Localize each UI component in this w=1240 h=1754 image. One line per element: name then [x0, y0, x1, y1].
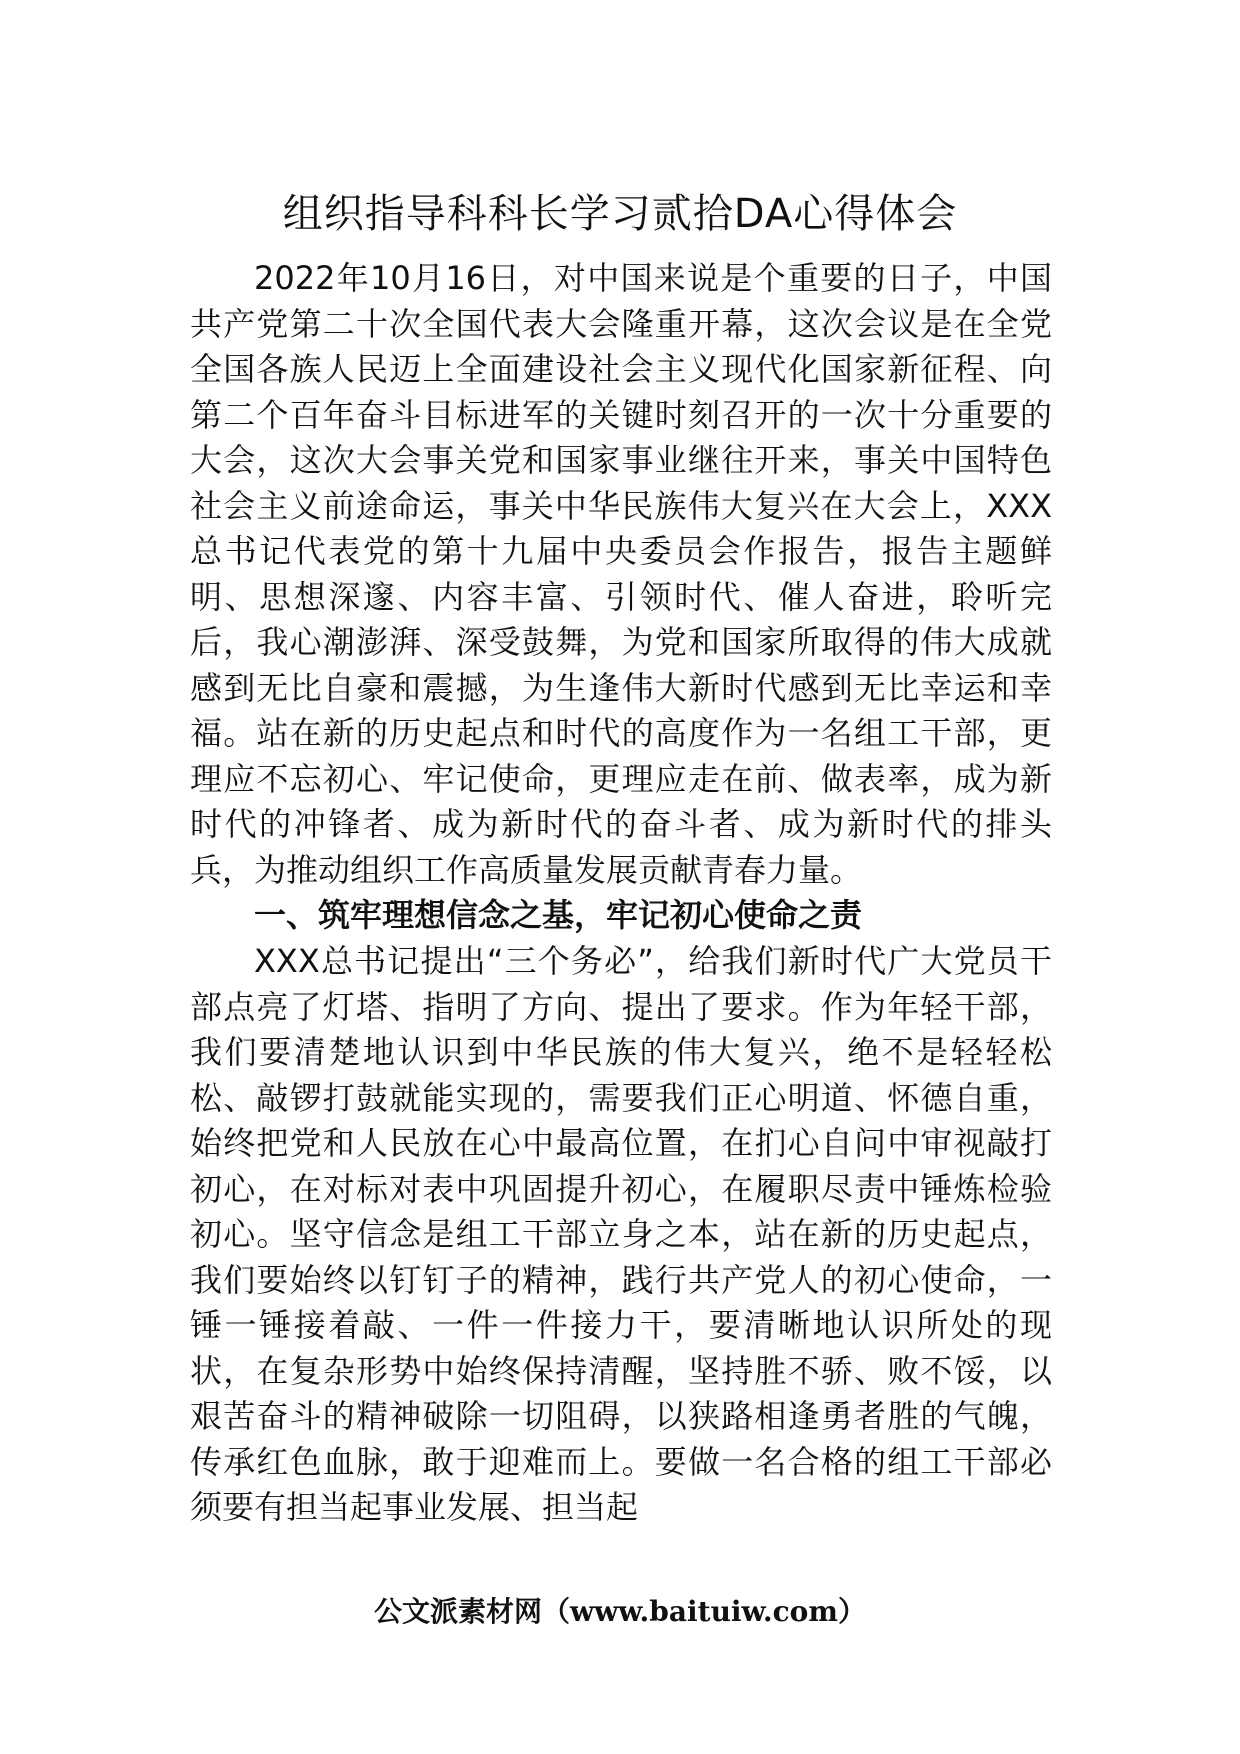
section-heading-1: 一、筑牢理想信念之基，牢记初心使命之责 — [254, 896, 863, 934]
document-title: 组织指导科科长学习贰拾DA心得体会 — [282, 191, 958, 237]
footer-watermark: 公文派素材网（www.baituiw.com） — [374, 1595, 866, 1628]
paragraph-block-1 — [190, 256, 1052, 893]
paragraph-1: 2022年10月16日，对中国来说是个重要的日子，中国共产党第二十次全国代表大会隆重开幕，这次会议是在全党全国各族人民迈上全面建设社会主义现代化国家新征程、向第二个百年奋斗目标进军的关键时刻召开的一次十分重要的大会，这次大会事关党和国家事业继往开来，事关中国特色社会主义前途命运，事关中华民族伟大复兴在大会上，XXX总书记代表党的第十九届中央委员会作报告，报告主题鲜明、思想深邃、内容丰富、引领时代、催人奋进，聆听完后，我心潮澎湃、深受鼓舞，为党和国家所取得的伟大成就感到无比自豪和震撼，为生逢伟大新时代感到无比幸运和幸福。站在新的历史起点和时代的高度作为一名组工干部，更理应不忘初心、牢记使命，更理应走在前、做表率，成为新时代的冲锋者、成为新时代的奋斗者、成为新时代的排头兵，为推动组织工作高质量发展贡献青春力量。 — [190, 259, 1052, 889]
paragraph-block-2 — [190, 939, 1052, 1531]
paragraph-2: XXX总书记提出“三个务必”，给我们新时代广大党员干部点亮了灯塔、指明了方向、提出了要求。作为年轻干部，我们要清楚地认识到中华民族的伟大复兴，绝不是轻轻松松、敲锣打鼓就能实现的，需要我们正心明道、怀德自重，始终把党和人民放在心中最高位置，在扪心自问中审视敲打初心，在对标对表中巩固提升初心，在履职尽责中锤炼检验初心。坚守信念是组工干部立身之本，站在新的历史起点，我们要始终以钉钉子的精神，践行共产党人的初心使命，一锤一锤接着敲、一件一件接力干，要清晰地认识所处的现状，在复杂形势中始终保持清醒，坚持胜不骄、败不馁，以艰苦奋斗的精神破除一切阻碍，以狭路相逢勇者胜的气魄，传承红色血脉，敢于迎难而上。要做一名合格的组工干部必须要有担当起事业发展、担当起 — [190, 942, 1052, 1526]
